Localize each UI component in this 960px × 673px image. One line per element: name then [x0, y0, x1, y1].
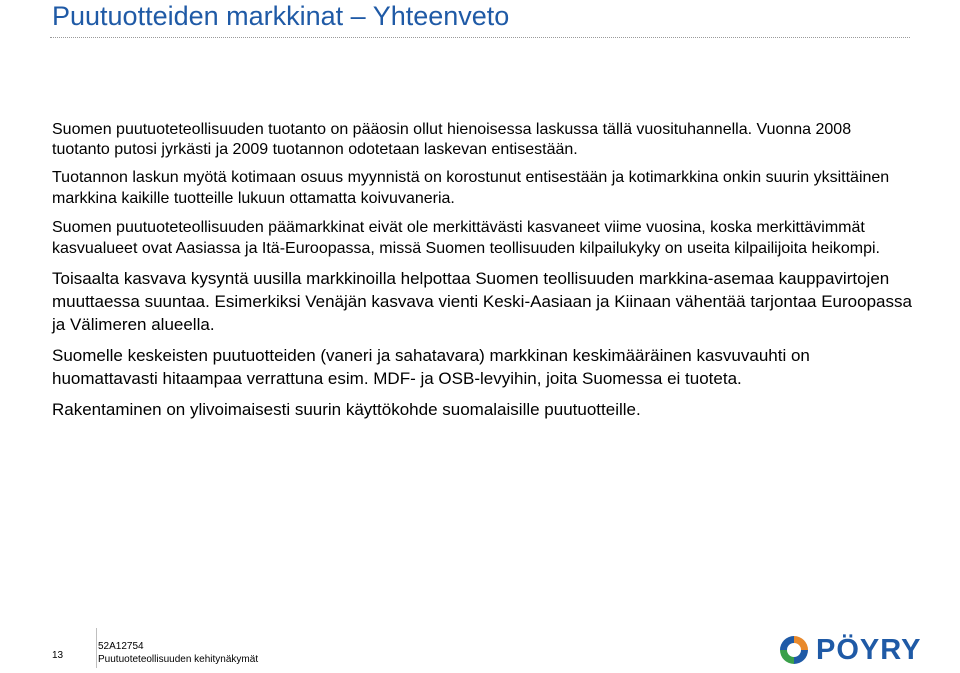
poyry-logo — [776, 632, 956, 668]
paragraph-growth-rate: Suomelle keskeisten puutuotteiden (vaneri ja sahatavara) markkinan keskimääräinen kasvuvauhti on huomattavasti hitaampaa verrattuna esim. MDF- ja OSB-levyihin, joita Suomessa ei tuoteta. — [52, 346, 810, 388]
page-title: Puutuotteiden markkinat – Yhteenveto — [52, 1, 510, 31]
poyry-emblem-icon — [776, 632, 812, 668]
paragraph-main-markets: Suomen puutuoteteollisuuden päämarkkinat eivät ole merkittävästi kasvaneet viime vuosina, koska merkittävimmät kasvualueet ovat Aasiassa ja Itä-Euroopassa, missä Suomen teollisuuden kilpailukyky on useita kilpailijoita heikompi. — [52, 219, 880, 257]
paragraph-domestic-share: Tuotannon laskun myötä kotimaan osuus myynnistä on korostunut entisestään ja kotimarkkina onkin suurin yksittäinen markkina kaikille tuotteille lukuun ottamatta koivuvaneria. — [52, 169, 890, 207]
footer-code: 52A12754 — [98, 641, 144, 652]
paragraph-construction: Rakentaminen on ylivoimaisesti suurin käyttökohde suomalaisille puutuotteille. — [52, 400, 641, 419]
summary-body — [52, 120, 912, 421]
title-divider — [50, 37, 910, 38]
page-number: 13 — [52, 650, 64, 661]
paragraph-new-markets: Toisaalta kasvava kysyntä uusilla markkinoilla helpottaa Suomen teollisuuden markkina-asemaa kauppavirtojen muuttaessa suuntaa. Esimerkiksi Venäjän kasvava vienti Keski-Aasiaan ja Kiinaan vähentää tarjontaa Euroopassa ja Välimeren alueella. — [52, 269, 912, 334]
paragraph-production: Suomen puutuoteteollisuuden tuotanto on pääosin ollut hienoisessa laskussa tällä vuosituhannella. Vuonna 2008 tuotanto putosi jyrkästi ja 2009 tuotannon odotetaan laskevan entisestään. — [52, 121, 852, 158]
footer-subtitle: Puutuoteteollisuuden kehitynäkymät — [98, 654, 259, 665]
footer-divider — [96, 628, 97, 668]
poyry-wordmark: PÖYRY — [816, 634, 922, 666]
